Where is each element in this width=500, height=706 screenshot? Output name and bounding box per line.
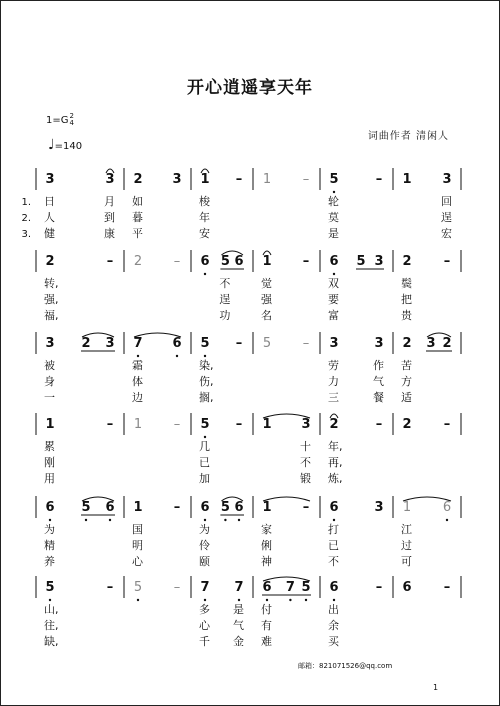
time-bottom: 4 (69, 119, 74, 127)
note: – (443, 417, 451, 432)
octave-dot-below (224, 519, 226, 521)
lyric: 适 (401, 391, 412, 404)
octave-dot-below (333, 519, 335, 521)
lyric: 买 (328, 635, 339, 648)
note: 6 (45, 500, 55, 515)
octave-dot-below (333, 191, 335, 193)
lyric: 餐 (373, 391, 384, 404)
lyric: 加 (199, 472, 210, 485)
verse-number: 2. (21, 213, 31, 224)
note: 3 (442, 172, 452, 187)
note: 1 (262, 417, 272, 432)
lyric: 体 (132, 375, 143, 388)
key-label: 1=G (46, 115, 69, 126)
lyric: 康 (104, 227, 115, 240)
lyric: 养 (44, 555, 55, 568)
lyric: 搁, (199, 391, 214, 404)
lyric: 余 (328, 619, 339, 632)
lyric: 作 (373, 359, 384, 372)
note: – (302, 172, 310, 187)
octave-dot-below (266, 599, 268, 601)
lyric: 千 (199, 635, 210, 648)
lyric: 为 (44, 523, 55, 536)
note: 3 (172, 172, 182, 187)
lyric: 染, (199, 359, 214, 372)
note: 7 (234, 580, 244, 595)
note: 6 (234, 254, 244, 269)
lyric: 炼, (328, 472, 343, 485)
octave-dot-below (176, 355, 178, 357)
lyric: 轮 (328, 195, 339, 208)
lyric: 人 (44, 211, 55, 224)
note: 6 (262, 580, 272, 595)
note: – (443, 580, 451, 595)
note: 5 (81, 500, 91, 515)
octave-dot-below (85, 519, 87, 521)
lyric: 双 (328, 277, 339, 290)
note: – (173, 580, 181, 595)
lyric: 觉 (261, 277, 272, 290)
contact-email: 邮箱：821071526@qq.com (298, 662, 393, 670)
note: 5 (133, 580, 143, 595)
note: 2 (402, 417, 412, 432)
lyric: 莫 (328, 211, 339, 224)
note: 2 (442, 336, 452, 351)
note: 6 (329, 580, 339, 595)
lyric: 刚 (44, 456, 55, 469)
lyric: 暮 (132, 211, 143, 224)
note: 2 (45, 254, 55, 269)
note: – (106, 254, 114, 269)
note: 5 (45, 580, 55, 595)
note: – (375, 172, 383, 187)
lyric: 名 (261, 309, 272, 322)
lyric: 不 (328, 555, 339, 568)
note: – (235, 336, 243, 351)
lyric: 累 (44, 440, 55, 453)
lyric: 回 (441, 195, 452, 208)
note: 6 (200, 500, 210, 515)
lyric: 是 (233, 603, 244, 616)
octave-dot-below (305, 599, 307, 601)
lyric: 十 (300, 440, 311, 453)
note: 1 (402, 172, 412, 187)
octave-dot-below (49, 599, 51, 601)
lyric: 日 (44, 195, 55, 208)
note: – (302, 254, 310, 269)
note: – (173, 500, 181, 515)
lyric: 健 (44, 227, 55, 240)
note: – (302, 500, 310, 515)
octave-dot-below (333, 273, 335, 275)
lyric: 打 (328, 523, 339, 536)
octave-dot-below (204, 436, 206, 438)
lyric: 三 (328, 391, 339, 404)
lyric: 力 (328, 375, 339, 388)
lyric: 颐 (199, 555, 210, 568)
lyric: 伤, (199, 375, 214, 388)
note: 3 (301, 417, 311, 432)
lyric: 明 (132, 539, 143, 552)
note: 5 (200, 417, 210, 432)
note: 1 (402, 500, 412, 515)
note: – (173, 254, 181, 269)
lyric: 伶 (199, 539, 210, 552)
quarter-note-icon: ♩ (48, 137, 55, 153)
octave-dot-below (137, 355, 139, 357)
lyric: 锻 (300, 472, 311, 485)
lyric: 月 (104, 195, 115, 208)
octave-dot-below (238, 599, 240, 601)
lyric: 福, (44, 309, 59, 322)
lyric: 缺, (44, 635, 59, 648)
lyric: 为 (199, 523, 210, 536)
lyric: 再, (328, 456, 343, 469)
lyric: 逞 (441, 211, 452, 224)
note: 6 (442, 500, 452, 515)
lyric: 可 (401, 555, 412, 568)
lyric: 苦 (401, 359, 412, 372)
lyric: 如 (132, 195, 143, 208)
lyric: 一 (44, 391, 55, 404)
lyric: 有 (261, 619, 272, 632)
lyric: 身 (44, 375, 55, 388)
note: 6 (234, 500, 244, 515)
song-title: 开心逍遥享天年 (187, 78, 313, 98)
note: 6 (105, 500, 115, 515)
lyric: 强 (261, 293, 272, 306)
note: 3 (426, 336, 436, 351)
note: – (443, 254, 451, 269)
note: – (375, 580, 383, 595)
lyric: 强, (44, 293, 59, 306)
note: – (173, 417, 181, 432)
note: 1 (45, 417, 55, 432)
lyric: 神 (261, 555, 272, 568)
lyric: 鬓 (401, 277, 412, 290)
lyric: 边 (132, 391, 143, 404)
lyric: 家 (261, 523, 272, 536)
note: 5 (220, 254, 230, 269)
note: 5 (329, 172, 339, 187)
note: 2 (329, 417, 339, 432)
lyric: 富 (328, 309, 339, 322)
note: 3 (374, 500, 384, 515)
lyric: 不 (300, 456, 311, 469)
lyric: 俐 (261, 539, 272, 552)
note: – (106, 417, 114, 432)
note: 1 (200, 172, 210, 187)
note: 3 (45, 172, 55, 187)
note: 1 (262, 254, 272, 269)
note: – (106, 580, 114, 595)
lyric: 是 (328, 227, 339, 240)
lyric: 已 (199, 456, 210, 469)
page-number: 1 (433, 683, 439, 692)
lyric: 到 (104, 211, 115, 224)
note: – (235, 172, 243, 187)
octave-dot-below (204, 599, 206, 601)
lyric: 气 (373, 375, 384, 388)
octave-dot-below (204, 273, 206, 275)
note: 2 (81, 336, 91, 351)
lyric: 往, (44, 619, 59, 632)
note: 3 (329, 336, 339, 351)
octave-dot-below (109, 519, 111, 521)
note: 5 (200, 336, 210, 351)
note: 7 (200, 580, 210, 595)
lyric: 过 (401, 539, 412, 552)
lyric: 已 (328, 539, 339, 552)
verse-number: 1. (21, 197, 31, 208)
lyric: 江 (401, 523, 412, 536)
lyric: 宏 (441, 227, 452, 240)
note: – (375, 417, 383, 432)
lyric: 逞 (219, 293, 231, 306)
note: 5 (262, 336, 272, 351)
octave-dot-below (204, 519, 206, 521)
octave-dot-below (204, 355, 206, 357)
note: 7 (133, 336, 143, 351)
lyric: 山, (44, 603, 59, 616)
octave-dot-below (289, 599, 291, 601)
lyric: 心 (132, 555, 143, 568)
lyric: 心 (199, 619, 210, 632)
octave-dot-below (238, 519, 240, 521)
lyric: 梭 (199, 195, 210, 208)
octave-dot-below (333, 599, 335, 601)
lyric: 平 (132, 227, 143, 240)
lyric: 转, (44, 277, 59, 290)
note: – (302, 336, 310, 351)
lyric: 几 (199, 440, 210, 453)
octave-dot-below (137, 599, 139, 601)
note: 3 (105, 172, 115, 187)
lyric: 要 (328, 293, 339, 306)
note: 5 (220, 500, 230, 515)
note: 6 (172, 336, 182, 351)
lyric: 用 (44, 472, 55, 485)
octave-dot-below (446, 519, 448, 521)
tempo-value: =140 (54, 141, 83, 152)
note: 6 (329, 254, 339, 269)
lyric: 霜 (132, 359, 143, 372)
lyric: 劳 (328, 359, 339, 372)
note: 1 (133, 417, 143, 432)
authors-credit: 词曲作者 清闲人 (367, 131, 449, 142)
verse-number: 3. (21, 229, 31, 240)
time-top: 2 (69, 112, 74, 120)
note: 5 (301, 580, 311, 595)
note: 1 (262, 172, 272, 187)
note: 2 (402, 336, 412, 351)
lyric: 方 (401, 375, 412, 388)
lyric: 贵 (401, 309, 412, 322)
lyric: 年 (199, 211, 210, 224)
note: 6 (402, 580, 412, 595)
note: 7 (285, 580, 295, 595)
note: 2 (133, 254, 143, 269)
note: – (235, 417, 243, 432)
note: 1 (133, 500, 143, 515)
lyric: 安 (199, 227, 210, 240)
lyric: 金 (233, 635, 244, 648)
lyric: 被 (44, 359, 55, 372)
lyric: 不 (219, 277, 231, 290)
note: 6 (329, 500, 339, 515)
note: 5 (356, 254, 366, 269)
lyric: 难 (261, 635, 272, 648)
lyric: 年, (328, 440, 343, 453)
note: 3 (45, 336, 55, 351)
note: 3 (374, 336, 384, 351)
lyric: 多 (199, 603, 210, 616)
lyric: 功 (219, 309, 231, 322)
lyric: 付 (261, 603, 272, 616)
lyric: 精 (44, 539, 55, 552)
lyric: 气 (233, 619, 244, 632)
notation-area (1, 1, 499, 705)
note: 2 (133, 172, 143, 187)
lyric: 把 (401, 293, 412, 306)
note: 2 (402, 254, 412, 269)
note: 3 (374, 254, 384, 269)
octave-dot-below (49, 519, 51, 521)
note: 3 (105, 336, 115, 351)
lyric: 国 (132, 523, 143, 536)
note: 6 (200, 254, 210, 269)
note: 1 (262, 500, 272, 515)
lyric: 出 (328, 603, 339, 616)
